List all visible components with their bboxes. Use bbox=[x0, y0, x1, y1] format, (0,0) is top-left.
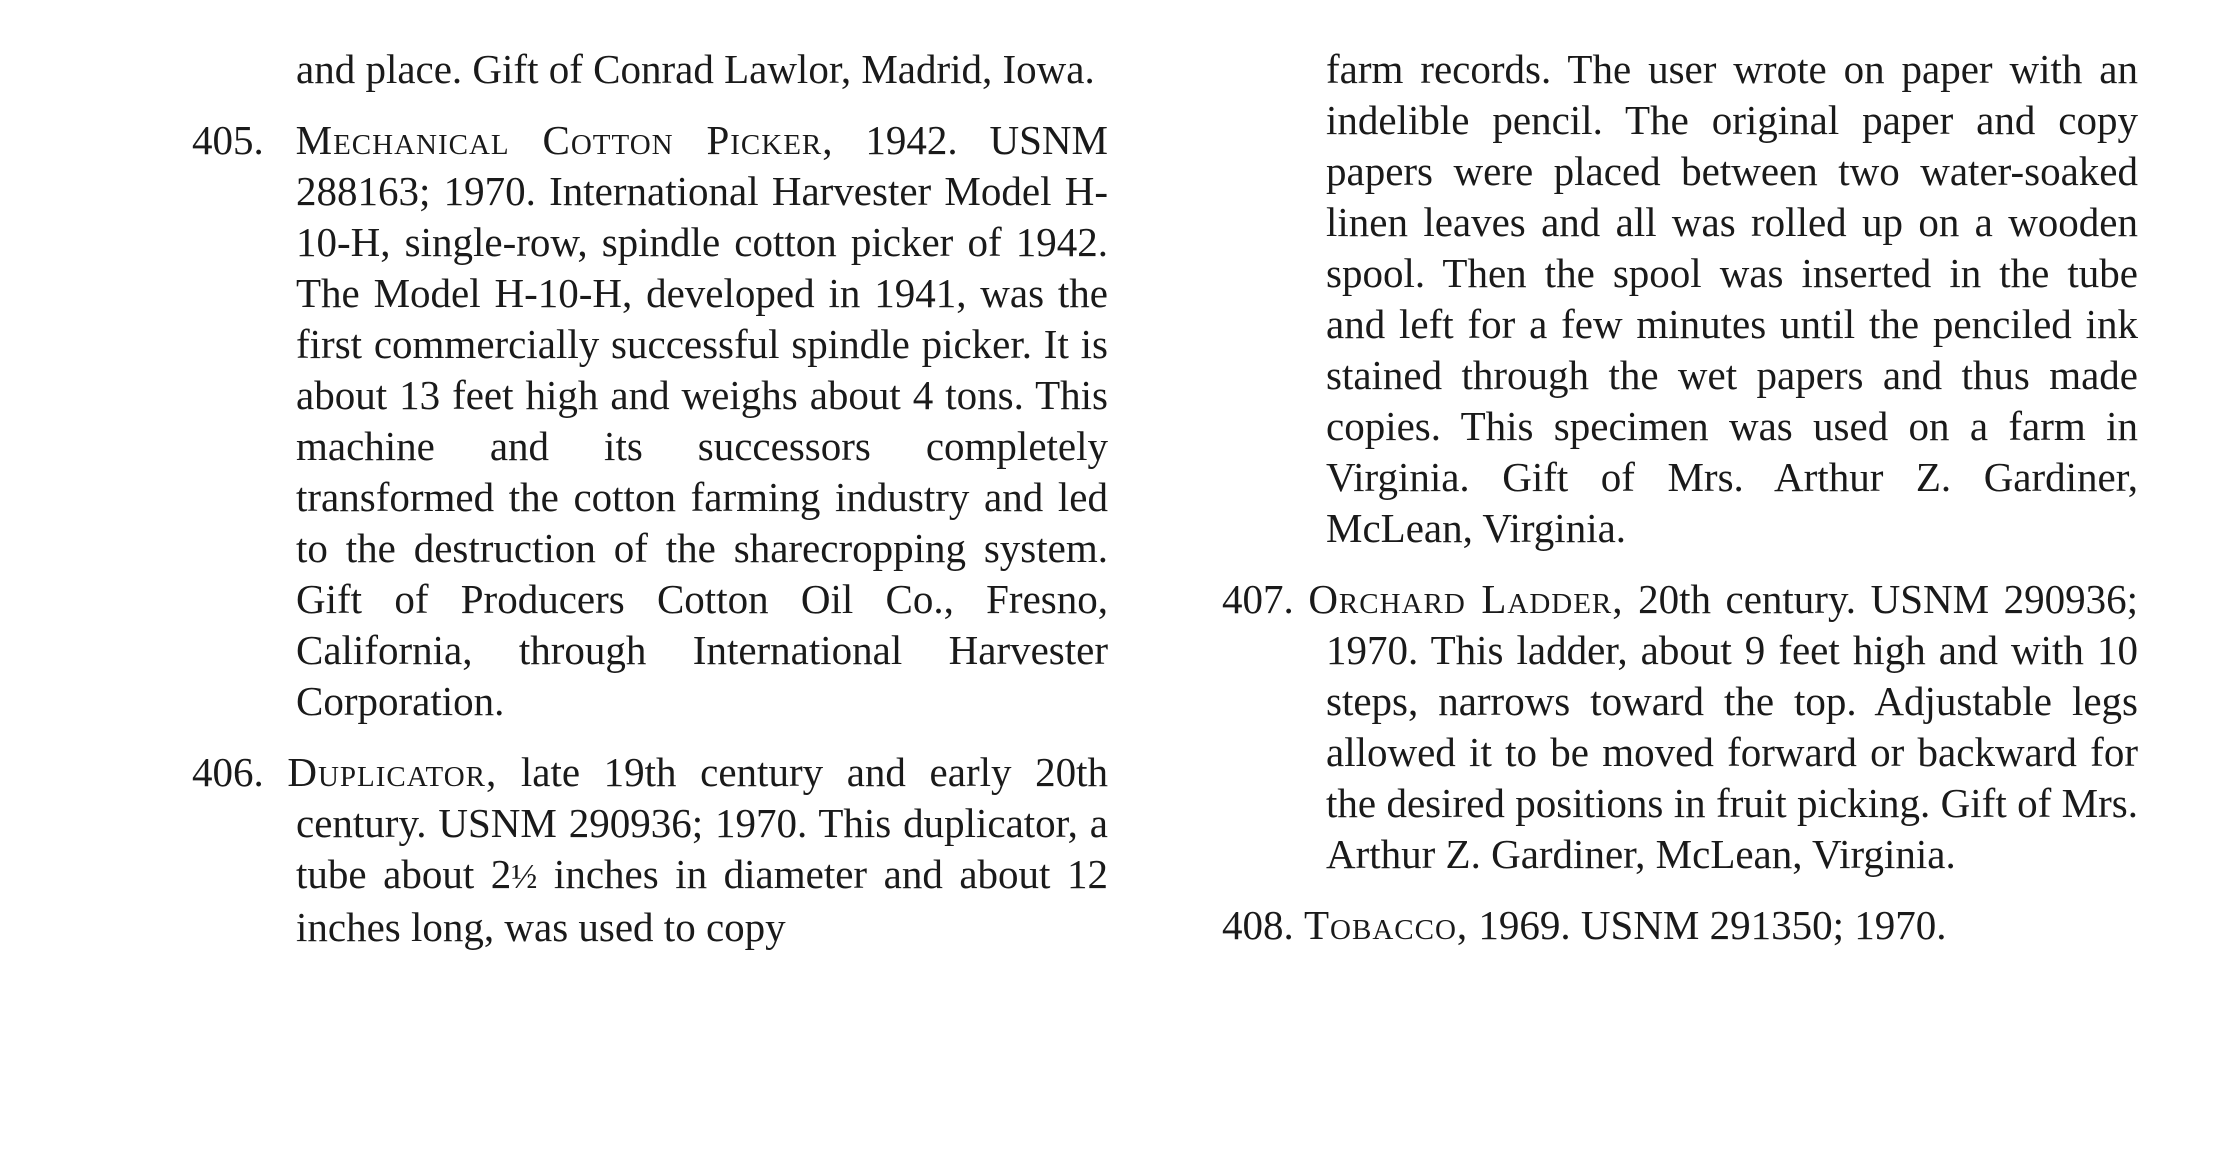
entry-text-continued: inches in diameter and about 12 inches long, was used to copy bbox=[296, 851, 1108, 950]
continuation-text: farm records. The user wrote on paper with an indelible pencil. The original paper and copy papers were placed between two water-soaked linen leaves and all was rolled up on a wooden spool. Then the spool was inserted in the tube and left for a few minutes until the penciled ink stained through the wet papers and thus made copies. This specimen was used on a farm in Virginia. Gift of Mrs. Arthur Z. Gardiner, McLean, Virginia. bbox=[1326, 46, 2138, 551]
entry-title: Duplicator, bbox=[287, 749, 498, 795]
entry-text: 1969. USNM 291350; 1970. bbox=[1468, 902, 1947, 948]
entry-title: Mechanical Cotton Picker, bbox=[295, 117, 834, 163]
entry-number: 405. bbox=[192, 117, 264, 163]
catalog-entry-406 bbox=[148, 747, 1108, 953]
entry-text: 1942. USNM 288163; 1970. International Harvester Model H-10-H, single-row, spindle cotton picker of 1942. The Model H-10-H, developed in 1941, was the first commercially successful spindle picker. It is about 13 feet high and weighs about 4 tons. This machine and its successors completely transformed the cotton farming industry and led to the destruction of the sharecropping system. Gift of Producers Cotton Oil Co., Fresno, California, through International Harvester Corporation. bbox=[296, 117, 1108, 724]
entry-number: 406. bbox=[192, 749, 264, 795]
entry-text: late 19th century and early 20th century. USNM 290936; 1970. This duplicator, a tube about 2 bbox=[296, 749, 1108, 897]
entry-text: 20th century. USNM 290936; 1970. This ladder, about 9 feet high and with 10 steps, narrows toward the top. Adjustable legs allowed it to be moved forward or backward for the desired positions in fruit picking. Gift of Mrs. Arthur Z. Gardiner, McLean, Virginia. bbox=[1326, 576, 2138, 877]
entry-title: Tobacco, bbox=[1304, 902, 1469, 948]
entry-title: Orchard Ladder, bbox=[1308, 576, 1624, 622]
catalog-entry-408 bbox=[1178, 900, 2138, 951]
catalog-entry-407 bbox=[1178, 574, 2138, 880]
right-column bbox=[1178, 44, 2138, 971]
fraction: ½ bbox=[511, 857, 538, 896]
entry-number: 407. bbox=[1222, 576, 1294, 622]
entry-number: 408. bbox=[1222, 902, 1294, 948]
catalog-entry-405 bbox=[148, 115, 1108, 727]
left-column bbox=[148, 44, 1108, 973]
continuation-text: and place. Gift of Conrad Lawlor, Madrid, Iowa. bbox=[296, 46, 1095, 92]
